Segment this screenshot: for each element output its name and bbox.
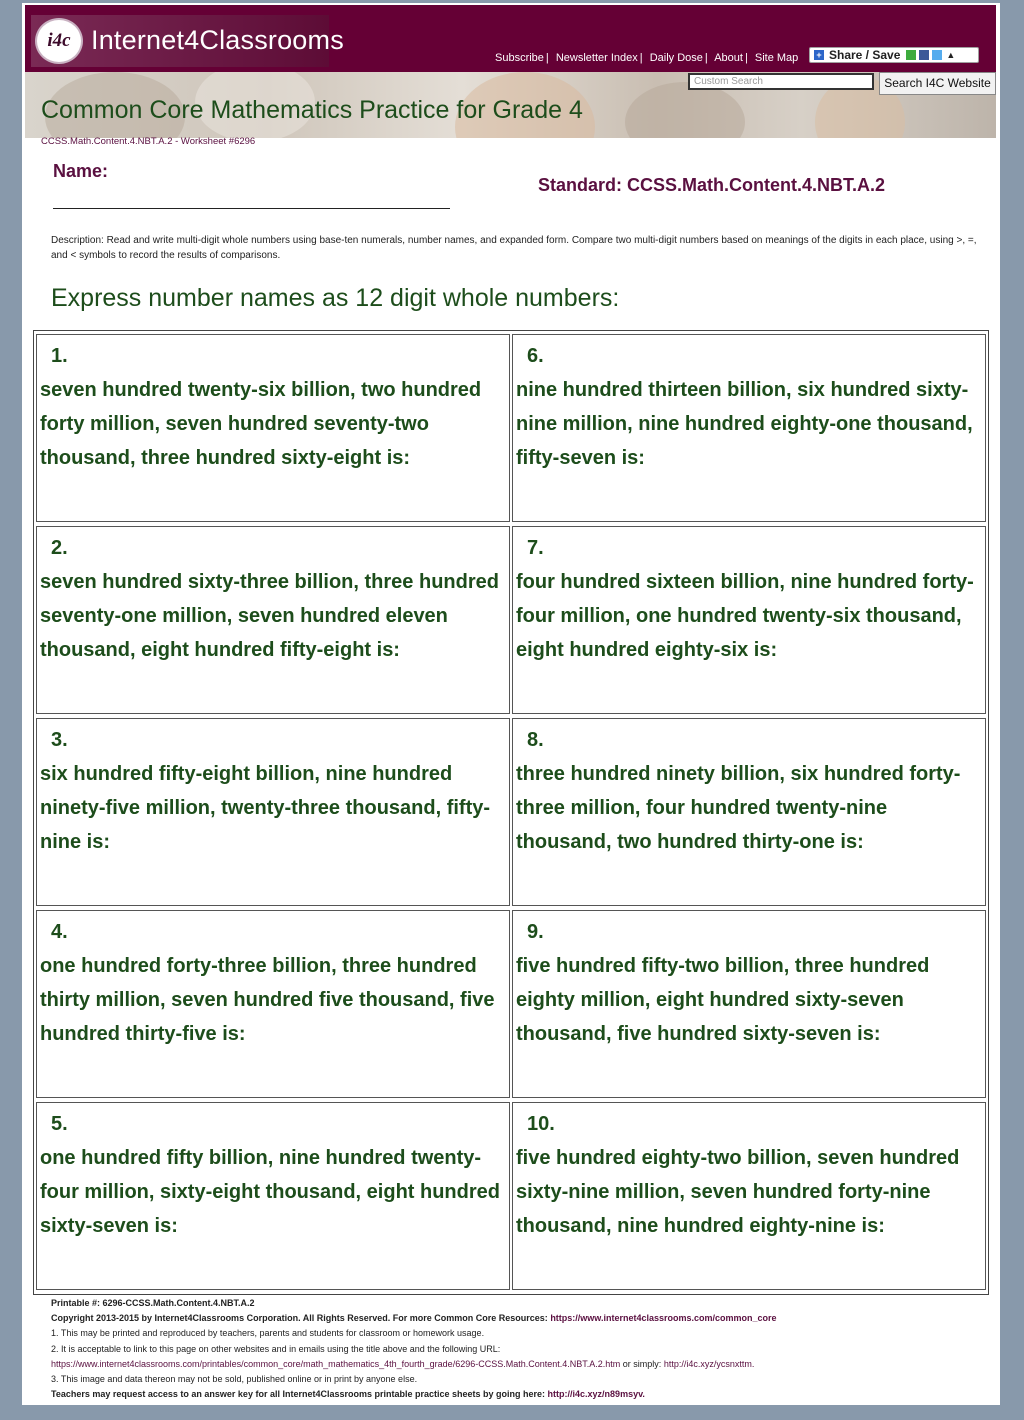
question-text: one hundred forty-three billion, three hundred thirty million, seven hundred five thousand, five hundred thirty-five is: (40, 955, 495, 1045)
question-number: 3. (51, 729, 68, 751)
answer-key-link[interactable]: http://i4c.xyz/n89msyv. (547, 1389, 645, 1400)
question-cell (512, 334, 986, 522)
copyright-text: Copyright 2013-2015 by Internet4Classrooms Corporation. All Rights Reserved. For more Common Core Resources: (51, 1313, 548, 1324)
question-cell (512, 526, 986, 714)
nav-subscribe[interactable]: Subscribe (495, 52, 544, 64)
answer-key-text: Teachers may request access to an answer key for all Internet4Classrooms printable practice sheets by going here: (51, 1389, 546, 1400)
site-logo[interactable] (31, 15, 344, 67)
question-text: six hundred fifty-eight billion, nine hundred ninety-five million, twenty-three thousand, fifty-nine is: (40, 763, 491, 853)
question-number: 6. (527, 345, 544, 367)
question-number: 2. (51, 537, 68, 559)
question-number: 9. (527, 921, 544, 943)
nav-newsletter-index[interactable]: Newsletter Index (555, 52, 638, 64)
question-cell (36, 334, 510, 522)
question-cell (36, 526, 510, 714)
question-text: four hundred sixteen billion, nine hundred forty-four million, one hundred twenty-six thousand, eight hundred eighty-six is: (516, 571, 974, 661)
site-header (25, 5, 996, 72)
nav-site-map[interactable]: Site Map (754, 52, 799, 64)
search-button[interactable]: Search I4C Website (879, 72, 996, 95)
printable-number: Printable #: 6296-CCSS.Math.Content.4.NBT.A.2 (51, 1298, 255, 1308)
standard-label: Standard: CCSS.Math.Content.4.NBT.A.2 (538, 175, 886, 195)
question-text: five hundred fifty-two billion, three hundred eighty million, eight hundred sixty-seven thousand, five hundred sixty-seven is: (516, 955, 930, 1045)
answer-key-line (51, 1387, 991, 1402)
question-text: seven hundred twenty-six billion, two hundred forty million, seven hundred seventy-two thousand, three hundred sixty-eight is: (40, 379, 482, 469)
custom-search-input[interactable]: Custom Search (688, 73, 874, 90)
name-line (53, 208, 450, 209)
logo-text: Internet4Classrooms (91, 25, 344, 55)
share-plus-icon: + (814, 50, 824, 60)
chevron-updown-icon[interactable]: ▲ (946, 50, 956, 60)
nav-about[interactable]: About (714, 52, 743, 64)
question-number: 7. (527, 537, 544, 559)
worksheet-page (22, 3, 1000, 1405)
common-core-link[interactable]: https://www.internet4classrooms.com/common_core (550, 1313, 777, 1324)
question-text: seven hundred sixty-three billion, three hundred seventy-one million, seven hundred eleven thousand, eight hundred fifty-eight is: (40, 571, 499, 661)
question-cell (512, 1102, 986, 1290)
question-number: 10. (527, 1113, 555, 1135)
facebook-icon[interactable] (919, 50, 929, 60)
copyright-line (51, 1311, 991, 1326)
top-nav: Subscribe | Newsletter Index | Daily Dose | About | Site Map (495, 52, 799, 64)
share-save-button[interactable] (809, 47, 979, 63)
question-grid (33, 330, 989, 1295)
question-number: 4. (51, 921, 68, 943)
question-cell (36, 910, 510, 1098)
worksheet-url-link[interactable]: https://www.internet4classrooms.com/printables/common_core/math_mathematics_4th_fourth_grade/6296-CCSS.Math.Content.4.NBT.A.2.htm (51, 1358, 621, 1369)
instruction-heading: Express number names as 12 digit whole numbers: (51, 284, 620, 312)
question-number: 1. (51, 345, 68, 367)
question-number: 8. (527, 729, 544, 751)
question-cell (512, 910, 986, 1098)
breadcrumb: CCSS.Math.Content.4.NBT.A.2 - Worksheet #6296 (41, 136, 256, 147)
question-text: five hundred eighty-two billion, seven hundred sixty-nine million, seven hundred forty-nine thousand, nine hundred eighty-nine is: (516, 1147, 960, 1237)
question-number: 5. (51, 1113, 68, 1135)
usage-note-2-links (51, 1357, 991, 1372)
usage-note-3: 3. This image and data thereon may not be sold, published online or in print by anyone else. (51, 1374, 418, 1385)
question-text: nine hundred thirteen billion, six hundred sixty-nine million, nine hundred eighty-one thousand, fifty-seven is: (516, 379, 973, 469)
or-simply-text: or simply: (622, 1358, 662, 1369)
email-share-icon[interactable] (906, 50, 916, 60)
question-text: one hundred fifty billion, nine hundred twenty-four million, sixty-eight thousand, eight hundred sixty-seven is: (40, 1147, 500, 1237)
nav-daily-dose[interactable]: Daily Dose (649, 52, 703, 64)
usage-note-2: 2. It is acceptable to link to this page on other websites and in emails using the title above and the following URL: (51, 1343, 501, 1354)
page-title: Common Core Mathematics Practice for Grade 4 (41, 96, 583, 124)
twitter-icon[interactable] (932, 50, 942, 60)
usage-note-1: 1. This may be printed and reproduced by teachers, parents and students for classroom or homework usage. (51, 1328, 485, 1339)
question-cell (36, 1102, 510, 1290)
short-url-link[interactable]: http://i4c.xyz/ycsnxttm. (663, 1358, 755, 1369)
share-label: Share / Save (829, 48, 901, 62)
question-text: three hundred ninety billion, six hundred forty-three million, four hundred twenty-nine thousand, two hundred thirty-one is: (516, 763, 961, 853)
footer (51, 1296, 991, 1402)
question-cell (36, 718, 510, 906)
question-cell (512, 718, 986, 906)
logo-badge: i4c (35, 18, 83, 64)
name-label: Name: (53, 161, 109, 181)
description: Description: Read and write multi-digit whole numbers using base-ten numerals, number names, and expanded form. Compare two multi-digit numbers based on meanings of the digits in each place, using >, =, and < symbols to record the results of comparisons. (51, 235, 977, 261)
